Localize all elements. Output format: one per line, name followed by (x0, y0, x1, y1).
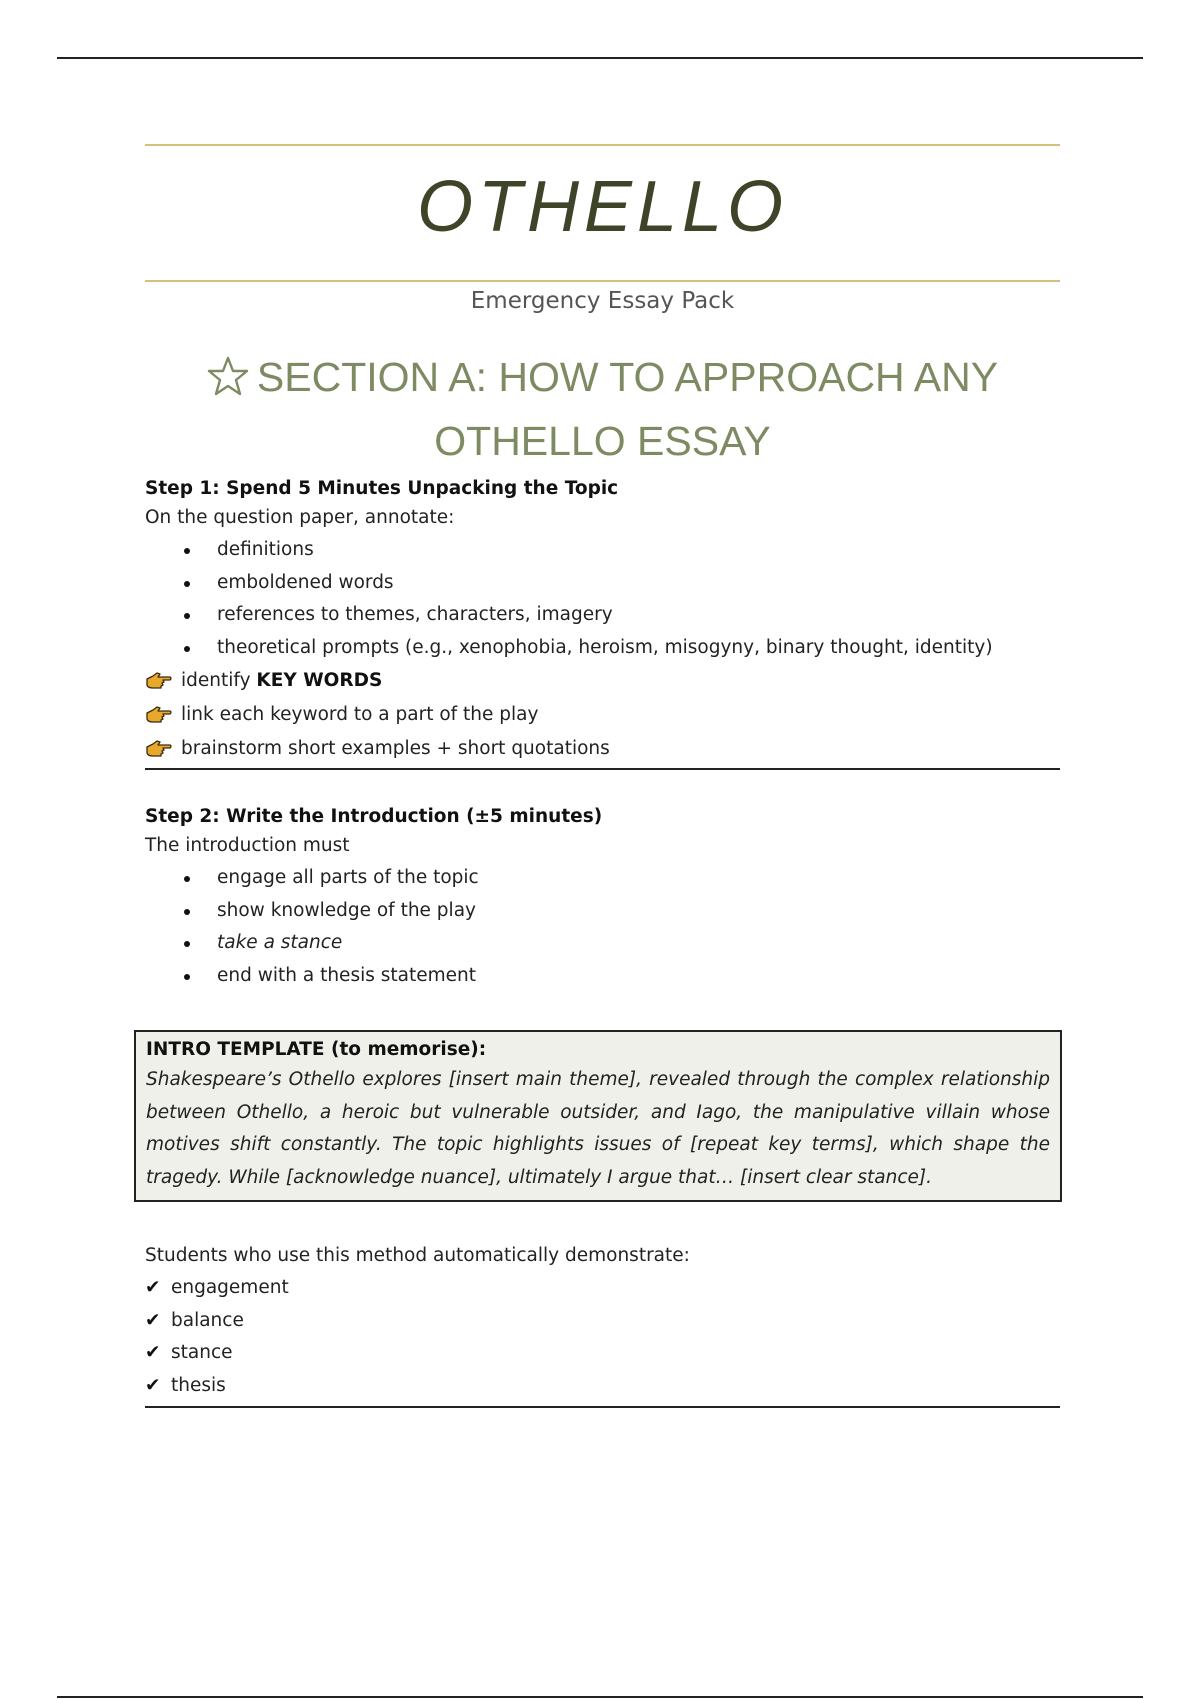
hand-item-text: identify (181, 670, 257, 691)
check-item-text: stance (171, 1342, 233, 1363)
step-1-intro: On the question paper, annotate: (145, 507, 455, 528)
document-title: OTHELLO (416, 167, 789, 247)
list-item (145, 1370, 1060, 1403)
star-outline-icon (207, 354, 249, 412)
list-item (145, 1272, 1060, 1305)
document-subtitle: Emergency Essay Pack (470, 288, 735, 314)
list-item: show knowledge of the play (145, 895, 1060, 928)
pointing-hand-icon (145, 670, 173, 692)
page-content (145, 144, 1060, 1408)
list-item: references to themes, characters, imagery (145, 599, 1060, 632)
hand-item-brainstorm (145, 732, 1060, 766)
checkmark-icon: ✔ (145, 1309, 161, 1331)
list-item: theoretical prompts (e.g., xenophobia, heroism, misogyny, binary thought, identity) (145, 632, 1060, 665)
hand-item-link (145, 698, 1060, 732)
page-top-rule (57, 57, 1143, 59)
hand-item-identify (145, 664, 1060, 698)
checkmark-icon: ✔ (145, 1277, 161, 1298)
step-2-title: Step 2: Write the Introduction (±5 minutes) (145, 806, 603, 827)
checkmark-icon: ✔ (145, 1374, 161, 1396)
title-bottom-rule (145, 280, 1060, 282)
hand-item-text: brainstorm short examples + short quotations (181, 738, 610, 759)
check-item-text: engagement (171, 1277, 289, 1298)
intro-template-title: INTRO TEMPLATE (to memorise): (146, 1039, 487, 1060)
list-item: emboldened words (145, 567, 1060, 600)
list-item: take a stance (145, 927, 1060, 960)
section-a-heading (145, 348, 1060, 470)
list-item (145, 1337, 1060, 1370)
pointing-hand-icon (145, 738, 173, 760)
pointing-hand-icon (145, 704, 173, 726)
section-a-heading-text: SECTION A: HOW TO APPROACH ANY OTHELLO ESSAY (256, 354, 999, 464)
demonstrate-intro: Students who use this method automatically demonstrate: (145, 1245, 690, 1266)
check-item-text: balance (171, 1309, 244, 1331)
list-item: definitions (145, 534, 1060, 567)
hand-item-text: link each keyword to a part of the play (181, 704, 539, 725)
list-item: end with a thesis statement (145, 960, 1060, 993)
page-bottom-rule (57, 1696, 1143, 1698)
step-1-bullet-list (145, 534, 1060, 664)
key-words-emphasis: KEY WORDS (256, 670, 383, 691)
list-item: engage all parts of the topic (145, 862, 1060, 895)
step-2-intro: The introduction must (145, 835, 350, 856)
section-divider (145, 1406, 1060, 1408)
intro-template-box (134, 1030, 1062, 1202)
checkmark-icon: ✔ (145, 1342, 161, 1363)
step-2-bullet-list (145, 862, 1060, 992)
section-divider (145, 768, 1060, 770)
check-item-text: thesis (171, 1374, 226, 1396)
step-1-title: Step 1: Spend 5 Minutes Unpacking the Topic (145, 478, 619, 499)
intro-template-text: Shakespeare’s Othello explores [insert main theme], revealed through the complex relationship between Othello, a heroic but vulnerable outsider, and Iago, the manipulative villain whose motives shift constantly. The topic highlights issues of [repeat key terms], which shape the tragedy. While [acknowledge nuance], ultimately I argue that… [insert clear stance]. (146, 1069, 1050, 1188)
list-item (145, 1305, 1060, 1338)
